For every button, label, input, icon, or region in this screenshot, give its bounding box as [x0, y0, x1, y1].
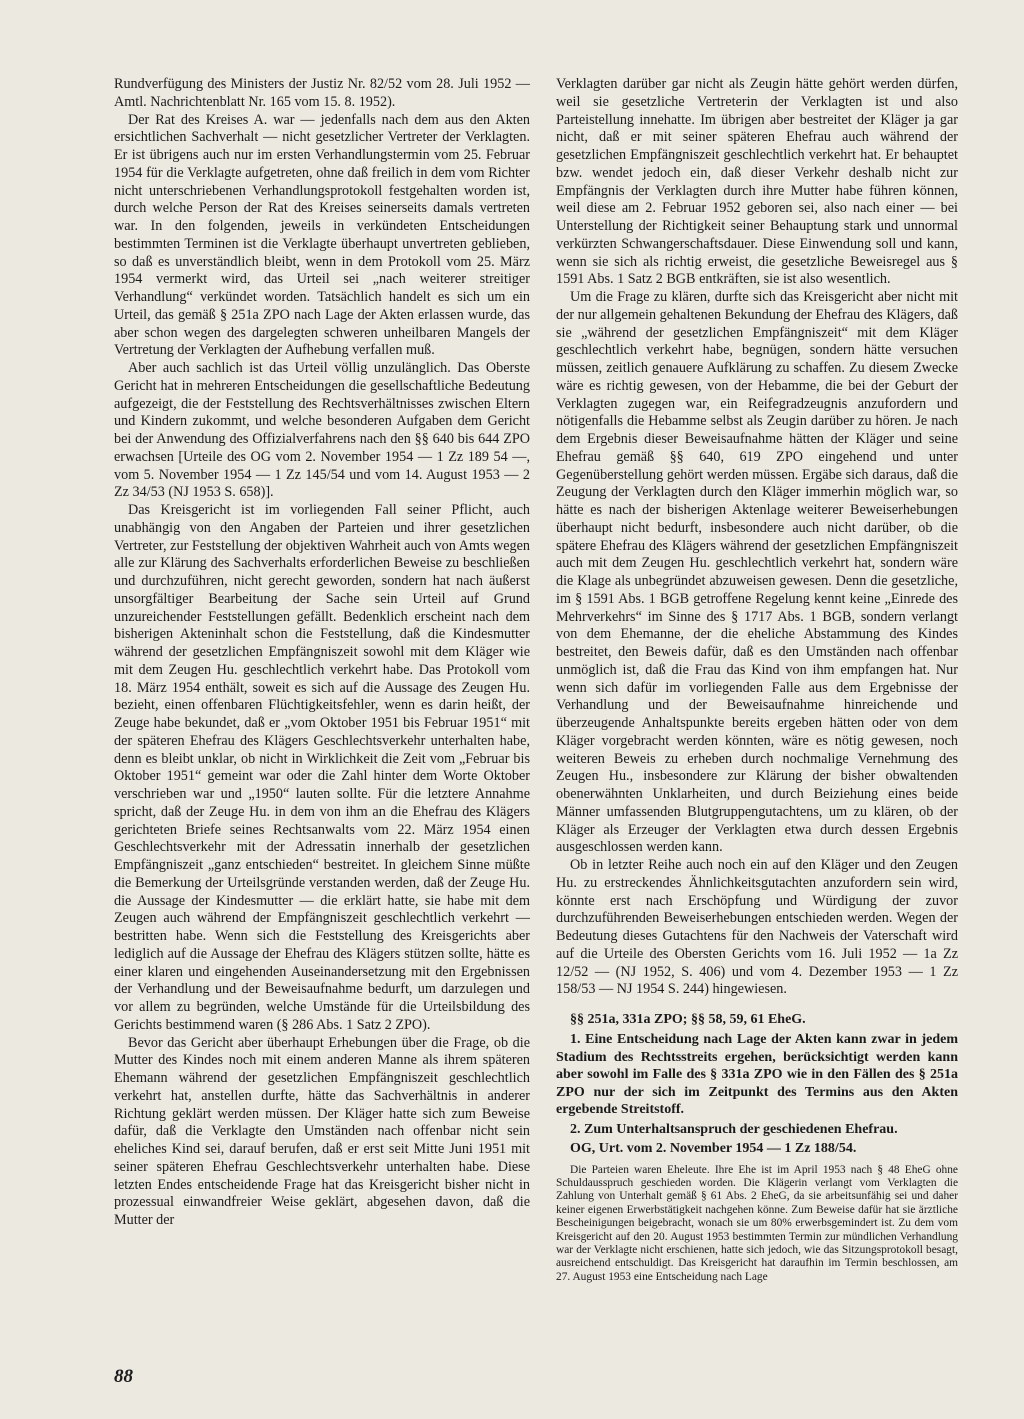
paragraph: Verklagten darüber gar nicht als Zeugin hätte gehört werden dürfen, weil sie gesetzliche Vertreterin der Verklagten ist und also Parteistellung innehatte. Im übrigen aber bestreitet der Kläger ja gar nicht, daß er mit seiner späteren Ehefrau auch während der gesetzlichen Empfängniszeit geschlechtlich verkehrt hat. Er behauptet bzw. wendet jedoch ein, daß dieser Verkehr deshalb nicht zur Empfängnis der Verklagten durch ihre Mutter habe führen können, weil diese am 2. Februar 1952 geboren sei, also nach einer — bei Unterstellung der Richtigkeit seiner Behauptung stark und unnormal verkürzten Schwangerschaftsdauer. Diese Einwendung soll und kann, wenn sie sich als richtig erweist, die gesetzliche Beweisregel aus § 1591 Abs. 1 Satz 2 BGB entkräften, sie ist also wesentlich.	[556, 76, 958, 288]
leitsatz: 1. Eine Entscheidung nach Lage der Akten kann zwar in jedem Stadium des Rechtsstreits ergehen, berücksichtigt werden kann aber sowohl im Falle des § 331a ZPO wie in den Fällen des § 251a ZPO nur der sich im Zeitpunkt des Termins aus den Akten ergebende Streitstoff.	[556, 1032, 958, 1117]
paragraph: Um die Frage zu klären, durfte sich das Kreisgericht aber nicht mit der nur allgemein gehaltenen Bekundung der Ehefrau des Klägers, daß sie „während der gesetzlichen Empfängniszeit“ mit dem Kläger geschlechtlich verkehrt habe, begnügen, sondern hätte versuchen müssen, zeitlich genauere Aufklärung zu schaffen. Zu diesem Zwecke wäre es richtig gewesen, von der Hebamme, die bei der Geburt der Verklagten zugegen war, ein Reifegradzeugnis anzufordern und nötigenfalls die Hebamme selbst als Zeugin darüber zu hören. Je nach dem Ergebnis dieser Beweisaufnahme hätten der Kläger und seine Ehefrau gemäß §§ 640, 619 ZPO eingehend und unter Gegenüberstellung gehört werden müssen. Ergäbe sich daraus, daß die Zeugung der Verklagten durch den Kläger immerhin möglich war, so hätte es nach der bisherigen Aktenlage weiterer Beweiserhebungen überhaupt nicht bedurft, insbesondere auch nicht darüber, ob die spätere Ehefrau des Klägers während der gesetzlichen Empfängniszeit auch mit dem Zeugen Hu. geschlechtlich verkehrt hat, sondern wäre die Klage als unbegründet abzuweisen gewesen. Denn die gesetzliche, im § 1591 Abs. 1 BGB getroffene Regelung kennt keine „Einrede des Mehrverkehrs“ im Sinne des § 1717 Abs. 1 BGB, sondern verlangt von dem Ehemanne, der die eheliche Abstammung des Kindes bestreitet, den Beweis dafür, daß es den Umständen nach offenbar unmöglich ist, daß die Frau das Kind von ihm empfangen hat. Nur wenn sich dafür im vorliegenden Falle aus dem Ergebnisse der Verhandlung und der Beweisaufnahme hinreichende und überzeugende Anhaltspunkte bereits ergeben hätten oder von dem Kläger vorgebracht werden könnten, wäre es nötig gewesen, noch weiteren Beweis zu erheben durch nochmalige Vernehmung des Zeugen Hu., insbesondere zur Klärung der bisher obwaltenden obenerwähnten Unklarheiten, und durch Beiziehung eines beide Männer umfassenden Blutgruppengutachtens, um zu klären, ob der Kläger als Erzeuger der Verklagten etwa durch dessen Ergebnis ausgeschlossen werden kann.	[556, 289, 958, 856]
leitsatz: 2. Zum Unterhaltsanspruch der geschiedenen Ehefrau.	[570, 1121, 898, 1137]
paragraph: Der Rat des Kreises A. war — jedenfalls nach dem aus den Akten ersichtlichen Sachverhalt — nicht gesetzlicher Vertreter der Verklagten. Er ist übrigens auch nur im ersten Verhandlungstermin vom 25. Februar 1954 für die Verklagte aufgetreten, ohne daß freilich in dem vom Richter nicht unterschriebenen Verhandlungsprotokoll festgehalten worden ist, durch welche Person der Rat des Kreises seinerseits damals vertreten war. In den folgenden, jeweils in verkündeten Entscheidungen bestimmten Terminen ist die Verklagte überhaupt unvertreten geblieben, so daß es unverständlich bleibt, wenn in dem Protokoll vom 25. März 1954 vermerkt wird, das Urteil sei „nach weiterer streitiger Verhandlung“ verkündet worden. Tatsächlich handelt es sich um ein Urteil, das gemäß § 251a ZPO nach Lage der Akten erlassen wurde, das aber schon wegen des dargelegten schweren unheilbaren Mangels der Vertretung der Verklagten der Aufhebung verfallen muß.	[114, 111, 530, 359]
paragraph: Ob in letzter Reihe auch noch ein auf den Kläger und den Zeugen Hu. zu erstreckendes Ähnlichkeitsgutachten anzufordern sein wird, könnte erst nach Erschöpfung und Würdigung der zuvor durchzuführenden Beweiserhebungen entschieden werden. Wegen der Bedeutung dieses Gutachtens für den Nachweis der Vaterschaft wird auf die Urteile des Obersten Gerichts vom 16. Juli 1952 — 1a Zz 12/52 — (NJ 1952, S. 406) und vom 4. Dezember 1953 — 1 Zz 158/53 — NJ 1954 S. 244) hingewiesen.	[556, 857, 958, 998]
facts-paragraph: Die Parteien waren Eheleute. Ihre Ehe ist im April 1953 nach § 48 EheG ohne Schuldausspruch geschieden worden. Die Klägerin verlangt vom Verklagten die Zahlung von Unterhalt gemäß § 61 Abs. 2 EheG, da sie arbeitsunfähig sei und daher keiner eigenen Erwerbstätigkeit nachgehen könne. Zum Beweise dafür hat sie ärztliche Bescheinigungen beigebracht, wonach sie um 80% erwerbsgemindert ist. Zu dem vom Kreisgericht auf den 20. August 1953 bestimmten Termin zur mündlichen Verhandlung war der Verklagte nicht erschienen, hatte sich jedoch, wie das Sitzungsprotokoll besagt, ausreichend entschuldigt. Das Kreisgericht hat daraufhin im Termin beschlossen, am 27. August 1953 eine Entscheidung nach Lage	[556, 1163, 958, 1283]
page-number: 88	[114, 1366, 133, 1387]
decision-citation: OG, Urt. vom 2. November 1954 — 1 Zz 188/54.	[570, 1141, 857, 1156]
paragraph: Rundverfügung des Ministers der Justiz Nr. 82/52 vom 28. Juli 1952 — Amtl. Nachrichtenblatt Nr. 165 vom 15. 8. 1952).	[114, 76, 530, 110]
headnote	[556, 1011, 958, 1284]
paragraph: Bevor das Gericht aber überhaupt Erhebungen über die Frage, ob die Mutter des Kindes noch mit einem anderen Manne als ihrem späteren Ehemann während der gesetzlichen Empfängniszeit geschlechtlich verkehrt hat, anstellen durfte, hätte das Sachverhältnis in anderer Richtung geklärt werden müssen. Der Kläger hatte sich zum Beweise dafür, daß die Verklagte den Umständen nach offenbar nicht sein eheliches Kind sei, darauf berufen, daß er erst seit Mitte Juni 1951 mit seiner späteren Ehefrau Geschlechtsverkehr unterhalten habe. Diese letzten Endes entscheidende Frage hat das Kreisgericht bisher nicht in prozessual einwandfreier Weise geklärt, abgesehen davon, daß die Mutter der	[114, 1034, 530, 1228]
paragraph: Aber auch sachlich ist das Urteil völlig unzulänglich. Das Oberste Gericht hat in mehreren Entscheidungen die gesellschaftliche Bedeutung aufgezeigt, die der Feststellung des Rechtsverhältnisses zwischen Eltern und Kindern zukommt, und welche besonderen Aufgaben dem Gericht bei der Anwendung des Offizialverfahrens nach den §§ 640 bis 644 ZPO erwachsen [Urteile des OG vom 2. November 1954 — 1 Zz 189 54 —, vom 5. November 1954 — 1 Zz 145/54 und vom 14. August 1953 — 2 Zz 34/53 (NJ 1953 S. 658)].	[114, 360, 530, 501]
right-column	[556, 76, 958, 1284]
left-column	[114, 76, 530, 1230]
paragraph: Das Kreisgericht ist im vorliegenden Fall seiner Pflicht, auch unabhängig von den Angaben der Parteien und ihrer gesetzlichen Vertreter, zur Feststellung der objektiven Wahrheit auch von Amts wegen alle zur Klärung des Sachverhalts erforderlichen Beweise zu beschließen und durchzuführen, nicht gerecht geworden, sondern hat nach äußerst unsorgfältiger Bearbeitung der Sache sein Urteil auf Grund unzureichender Feststellungen gefällt. Bedenklich erscheint nach dem bisherigen Akteninhalt schon die Feststellung, daß die Kindesmutter während der gesetzlichen Empfängniszeit sowohl mit dem Kläger wie mit dem Zeugen Hu. geschlechtlich verkehrt habe. Das Protokoll vom 18. März 1954 enthält, soweit es sich auf die Aussage des Zeugen Hu. bezieht, einen offenbaren Flüchtigkeitsfehler, wenn es darin heißt, der Zeuge habe bekundet, daß er „vom Oktober 1951 bis Februar 1951“ mit der späteren Ehefrau des Klägers Geschlechtsverkehr unterhalten habe, denn es bleibt unklar, ob nicht in Wirklichkeit die Zeit vom „Februar bis Oktober 1951“ gemeint war oder die Zahl hinter dem Worte Oktober verschrieben war und „1950“ lauten sollte. Für die letztere Annahme spricht, daß der Zeuge Hu. in dem von ihm an die Ehefrau des Klägers gerichteten Briefe seines Rechtsanwalts vom 22. März 1954 einen Geschlechtsverkehr mit der Adressatin innerhalb der gesetzlichen Empfängniszeit „ganz entschieden“ bestreitet. In gleichem Sinne müßte die Bemerkung der Urteilsgründe verstanden werden, daß der Zeuge Hu. die Aussage der Kindesmutter — die erklärt hatte, sie habe mit dem Zeugen auch während der Empfängniszeit geschlechtlich verkehrt — bestritten habe. Wenn sich die Feststellung des Kreisgerichts aber lediglich auf die Aussage der Ehefrau des Klägers stützen sollte, hätte es einer klaren und eingehenden Auseinandersetzung mit den Ergebnissen der Verhandlung und der Beweisaufnahme bedurft, um darzulegen und vor allem zu begründen, welche Umstände für die Urteilsbildung des Gerichts bestimmend waren (§ 286 Abs. 1 Satz 2 ZPO).	[114, 502, 530, 1033]
section-heading: §§ 251a, 331a ZPO; §§ 58, 59, 61 EheG.	[570, 1012, 806, 1027]
